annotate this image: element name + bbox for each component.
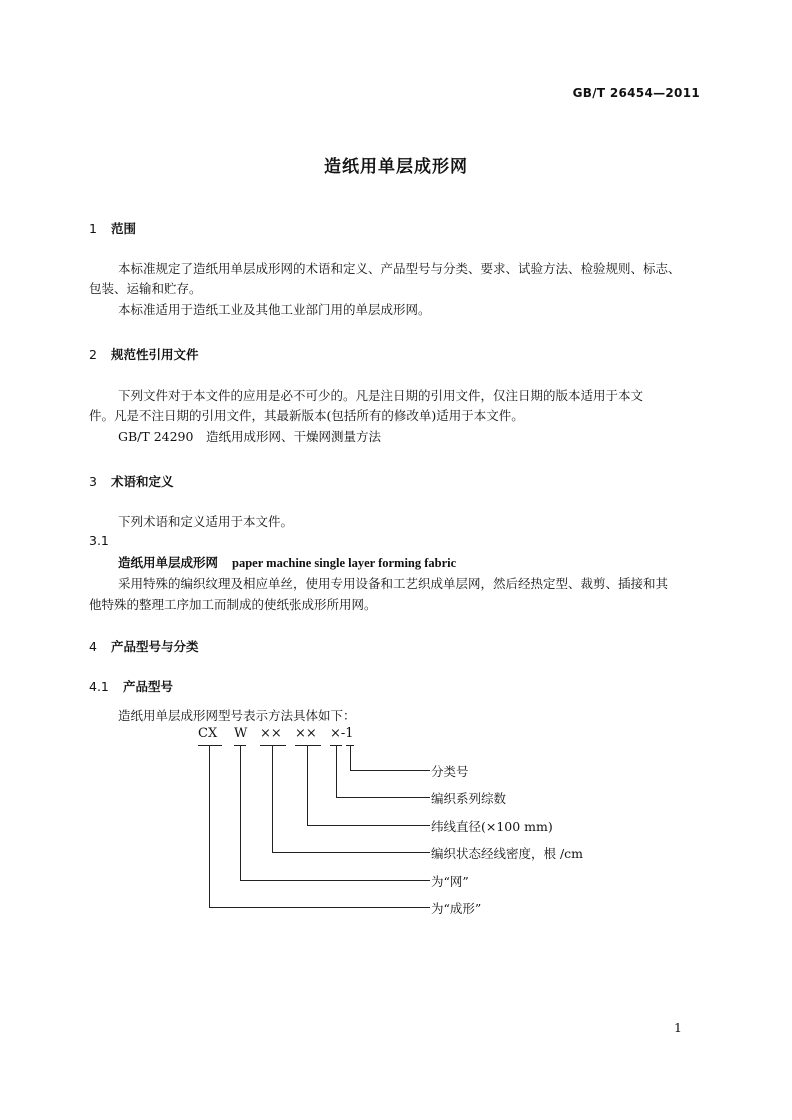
normative-reference: GB/T 24290 造纸用成形网、干燥网测量方法 bbox=[118, 429, 381, 444]
label-weave-series-shafts: 编织系列综数 bbox=[431, 791, 507, 806]
page-number: 1 bbox=[674, 1020, 682, 1035]
label-forming: 为“成形” bbox=[431, 901, 482, 916]
code-part-weft-diameter: ×× bbox=[295, 726, 317, 741]
section-number: 3 bbox=[89, 474, 97, 489]
leader-vertical bbox=[209, 745, 210, 908]
leader-vertical bbox=[240, 745, 241, 881]
label-warp-density: 编织状态经线密度，根 /cm bbox=[431, 846, 584, 861]
paragraph-line: 下列文件对于本文件的应用是必不可少的。凡是注日期的引用文件，仅注日期的版本适用于本文 bbox=[118, 388, 644, 403]
section-4-heading bbox=[89, 637, 199, 655]
subsection-number: 4.1 bbox=[89, 679, 109, 694]
label-weft-diameter: 纬线直径(×100 mm) bbox=[431, 819, 553, 834]
paragraph: 本标准适用于造纸工业及其他工业部门用的单层成形网。 bbox=[118, 302, 431, 317]
section-2-heading bbox=[89, 345, 199, 363]
term-entry bbox=[118, 553, 456, 571]
standard-id: GB/T 26454—2011 bbox=[572, 86, 700, 100]
leader-vertical bbox=[350, 745, 351, 771]
page-title: 造纸用单层成形网 bbox=[324, 157, 468, 177]
section-number: 1 bbox=[89, 221, 97, 236]
paragraph: 造纸用单层成形网型号表示方法具体如下： bbox=[118, 708, 356, 723]
definition-line: 他特殊的整理工序加工而制成的使纸张成形所用网。 bbox=[89, 597, 377, 612]
section-number: 2 bbox=[89, 347, 97, 362]
paragraph-line: 件。凡是不注日期的引用文件，其最新版本(包括所有的修改单)适用于本文件。 bbox=[89, 408, 524, 423]
leader-vertical bbox=[272, 745, 273, 853]
paragraph: 下列术语和定义适用于本文件。 bbox=[118, 514, 294, 529]
clause-number: 3.1 bbox=[89, 533, 109, 548]
subsection-title: 产品型号 bbox=[123, 679, 174, 694]
code-part-cx: CX bbox=[198, 726, 218, 741]
subsection-4-1-heading bbox=[89, 677, 173, 695]
leader-horizontal bbox=[209, 907, 430, 908]
leader-horizontal bbox=[336, 797, 430, 798]
code-part-w: W bbox=[234, 726, 248, 741]
section-number: 4 bbox=[89, 639, 97, 654]
code-part-warp-density: ×× bbox=[260, 726, 282, 741]
section-title: 规范性引用文件 bbox=[111, 347, 199, 362]
section-title: 范围 bbox=[111, 221, 137, 236]
label-fabric: 为“网” bbox=[431, 874, 469, 889]
label-classification-number: 分类号 bbox=[431, 764, 469, 779]
leader-horizontal bbox=[272, 852, 430, 853]
section-title: 术语和定义 bbox=[111, 474, 174, 489]
code-underline bbox=[260, 745, 286, 746]
definition-line: 采用特殊的编织纹理及相应单丝，使用专用设备和工艺织成单层网，然后经热定型、裁剪、插接和其 bbox=[118, 576, 669, 591]
paragraph-line: 包装、运输和贮存。 bbox=[89, 281, 202, 296]
leader-horizontal bbox=[240, 880, 430, 881]
leader-vertical bbox=[307, 745, 308, 826]
term-english: paper machine single layer forming fabric bbox=[232, 556, 457, 570]
code-part-series-classification: ×-1 bbox=[330, 726, 354, 741]
section-1-heading bbox=[89, 219, 136, 237]
leader-horizontal bbox=[350, 770, 430, 771]
code-underline bbox=[198, 745, 222, 746]
term-chinese: 造纸用单层成形网 bbox=[118, 555, 219, 570]
paragraph-line: 本标准规定了造纸用单层成形网的术语和定义、产品型号与分类、要求、试验方法、检验规则、标志、 bbox=[118, 261, 681, 276]
leader-vertical bbox=[336, 745, 337, 798]
leader-horizontal bbox=[307, 825, 430, 826]
code-underline bbox=[295, 745, 321, 746]
section-3-heading bbox=[89, 472, 174, 490]
section-title: 产品型号与分类 bbox=[111, 639, 199, 654]
